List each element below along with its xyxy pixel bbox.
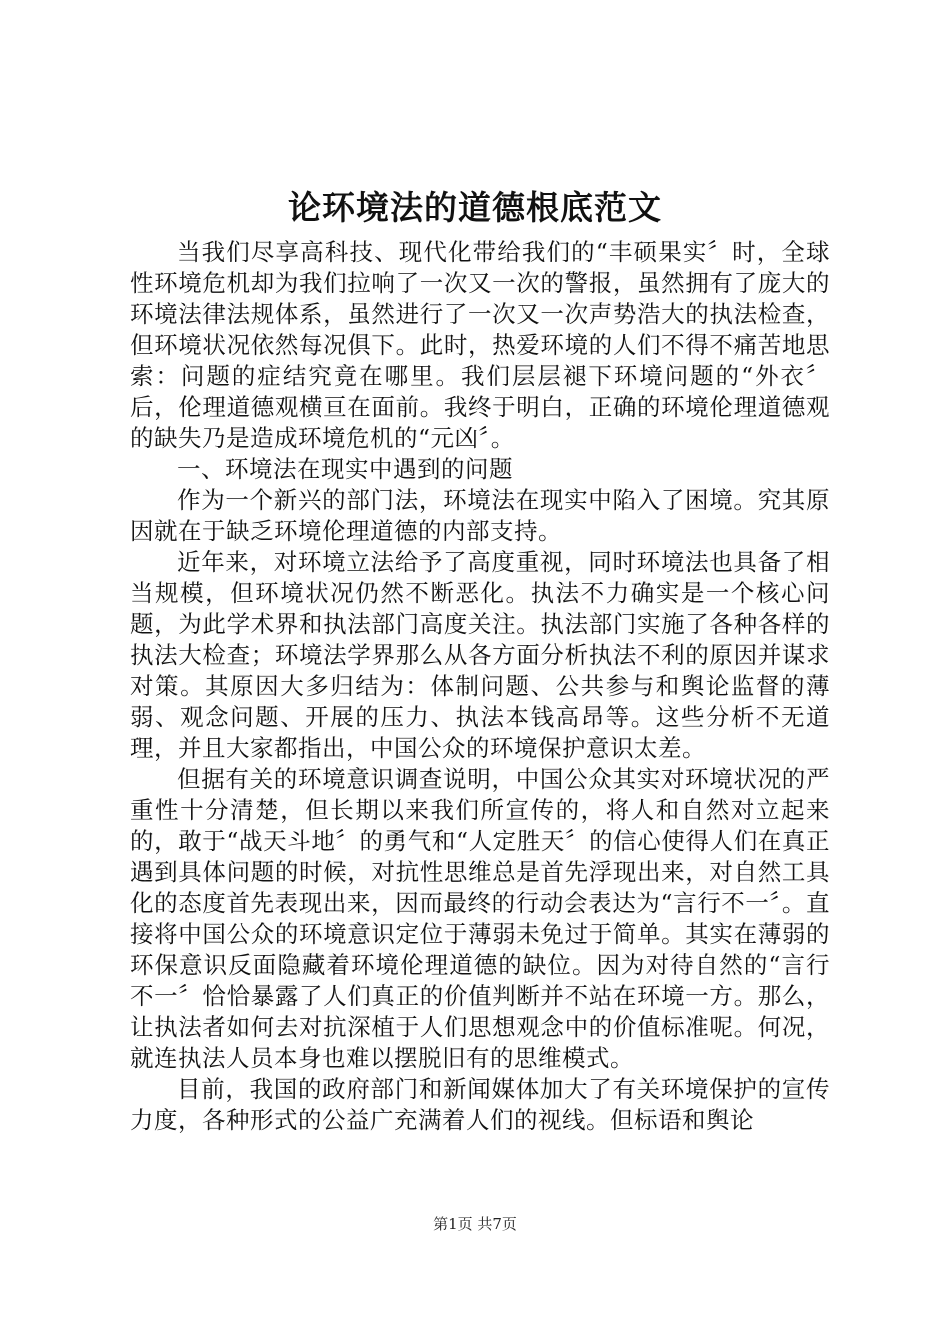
paragraph-4: 但据有关的环境意识调查说明，中国公众其实对环境状况的严重性十分清楚，但长期以来我们所宣传的，将人和自然对立起来的，敢于“战天斗地〞的勇气和“人定胜天〞的信心使得人们在真正遇到具体问题的时候，对抗性思维总是首先浮现出来，对自然工具化的态度首先表现出来，因而最终的行动会表达为“言行不一〞。直接将中国公众的环境意识定位于薄弱未免过于简单。其实在薄弱的环保意识反面隐藏着环境伦理道德的缺位。因为对待自然的“言行不一〞恰恰暴露了人们真正的价值判断并不站在环境一方。那么，让执法者如何去对抗深植于人们思想观念中的价值标准呢。何况，就连执法人员本身也难以摆脱旧有的思维模式。 bbox=[130, 765, 830, 1072]
document-body bbox=[130, 237, 830, 1136]
paragraph-2: 作为一个新兴的部门法，环境法在现实中陷入了困境。究其原因就在于缺乏环境伦理道德的内部支持。 bbox=[130, 486, 830, 545]
paragraph-5: 目前，我国的政府部门和新闻媒体加大了有关环境保护的宣传力度，各种形式的公益广充满着人们的视线。但标语和舆论 bbox=[130, 1075, 830, 1134]
page-number-footer: 第1页 共7页 bbox=[433, 1215, 517, 1233]
document-title: 论环境法的道德根底范文 bbox=[288, 188, 662, 227]
section-heading-1: 一、环境法在现实中遇到的问题 bbox=[177, 455, 513, 483]
paragraph-intro: 当我们尽享高科技、现代化带给我们的“丰硕果实〞时，全球性环境危机却为我们拉响了一次又一次的警报，虽然拥有了庞大的环境法律法规体系，虽然进行了一次又一次声势浩大的执法检查，但环境状况依然每况俱下。此时，热爱环境的人们不得不痛苦地思索：问题的症结究竟在哪里。我们层层褪下环境问题的“外衣〞后，伦理道德观横亘在面前。我终于明白，正确的环境伦理道德观的缺失乃是造成环境危机的“元凶〞。 bbox=[130, 238, 830, 452]
paragraph-3: 近年来，对环境立法给予了高度重视，同时环境法也具备了相当规模，但环境状况仍然不断恶化。执法不力确实是一个核心问题，为此学术界和执法部门高度关注。执法部门实施了各种各样的执法大检查；环境法学界那么从各方面分析执法不利的原因并谋求对策。其原因大多归结为：体制问题、公共参与和舆论监督的薄弱、观念问题、开展的压力、执法本钱高昂等。这些分析不无道理，并且大家都指出，中国公众的环境保护意识太差。 bbox=[130, 548, 830, 762]
